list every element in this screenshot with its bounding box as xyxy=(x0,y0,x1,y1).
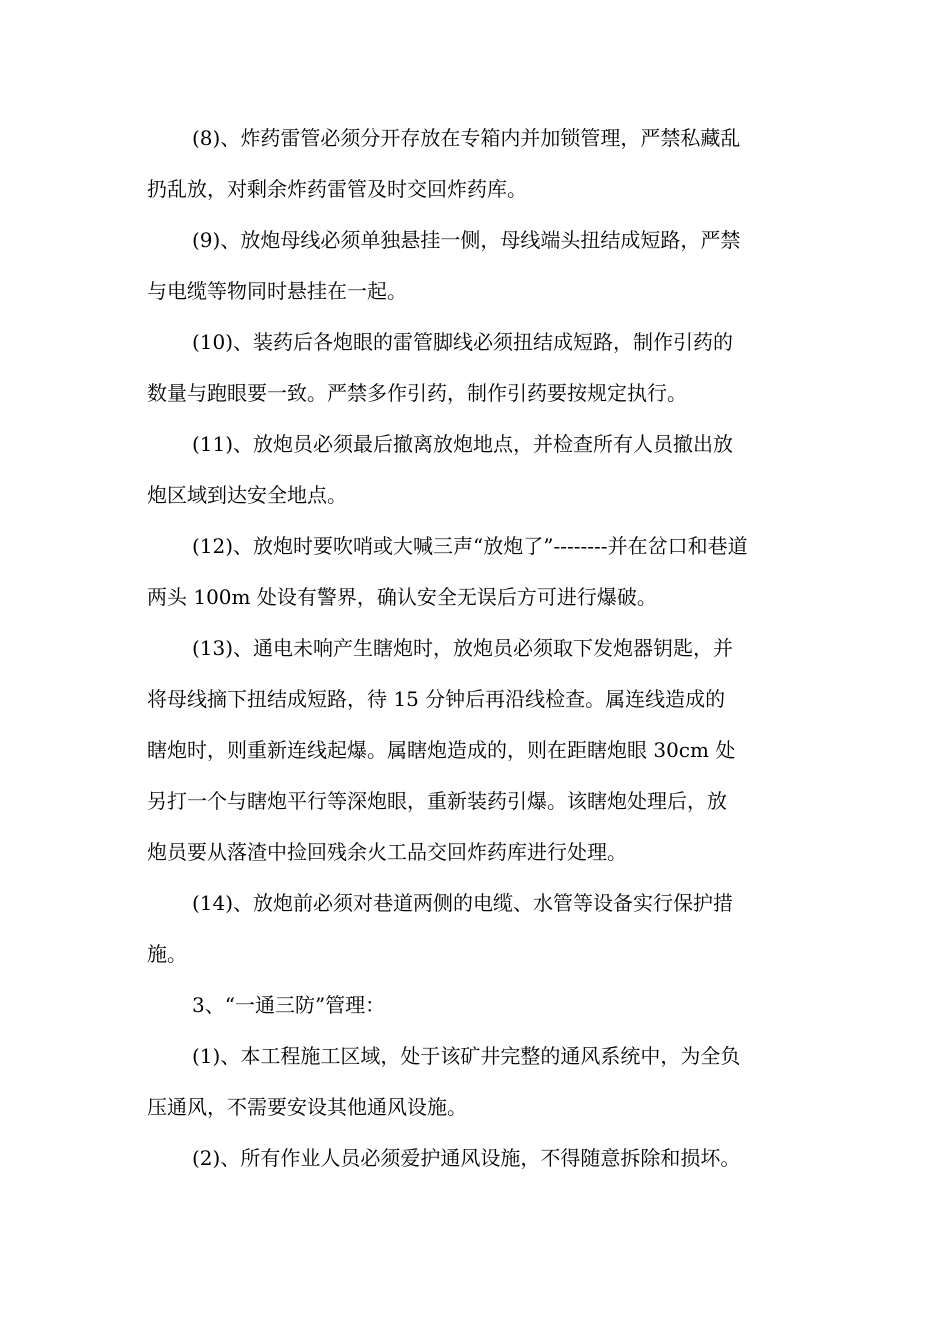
section-heading-3 xyxy=(147,980,802,1031)
paragraph-item-13 xyxy=(147,623,802,878)
text-line: (12)、放炮时要吹哨或大喊三声“放炮了”--------并在岔口和巷道 xyxy=(192,534,748,558)
text-line: (9)、放炮母线必须单独悬挂一侧，母线端头扭结成短路，严禁 xyxy=(192,228,741,252)
paragraph-item-12 xyxy=(147,521,802,623)
text-line: 炮员要从落渣中捡回残余火工品交回炸药库进行处理。 xyxy=(147,840,627,864)
text-line: (14)、放炮前必须对巷道两侧的电缆、水管等设备实行保护措 xyxy=(192,891,734,915)
paragraph-item-14 xyxy=(147,878,802,980)
text-line: 与电缆等物同时悬挂在一起。 xyxy=(147,279,407,303)
text-line: (13)、通电未响产生瞎炮时，放炮员必须取下发炮器钥匙，并 xyxy=(192,636,734,660)
section-3-item-1 xyxy=(147,1031,802,1133)
text-line: 扔乱放，对剩余炸药雷管及时交回炸药库。 xyxy=(147,177,527,201)
paragraph-item-9 xyxy=(147,215,802,317)
text-line: 两头 100m 处设有警界，确认安全无误后方可进行爆破。 xyxy=(147,585,657,609)
text-line: 将母线摘下扭结成短路，待 15 分钟后再沿线检查。属连线造成的 xyxy=(147,687,726,711)
paragraph-item-10 xyxy=(147,317,802,419)
text-line: (1)、本工程施工区域，处于该矿井完整的通风系统中，为全负 xyxy=(192,1044,741,1068)
paragraph-item-8 xyxy=(147,113,802,215)
document-body xyxy=(147,113,802,1184)
section-heading-text: 3、“一通三防”管理： xyxy=(192,993,386,1017)
text-line: 施。 xyxy=(147,942,187,966)
text-line: (2)、所有作业人员必须爱护通风设施，不得随意拆除和损坏。 xyxy=(192,1146,741,1170)
text-line: 数量与跑眼要一致。严禁多作引药，制作引药要按规定执行。 xyxy=(147,381,687,405)
text-line: (8)、炸药雷管必须分开存放在专箱内并加锁管理，严禁私藏乱 xyxy=(192,126,741,150)
text-line: 瞎炮时，则重新连线起爆。属瞎炮造成的，则在距瞎炮眼 30cm 处 xyxy=(147,738,736,762)
text-line: 压通风，不需要安设其他通风设施。 xyxy=(147,1095,467,1119)
text-line: (11)、放炮员必须最后撤离放炮地点，并检查所有人员撤出放 xyxy=(192,432,734,456)
text-line: 另打一个与瞎炮平行等深炮眼，重新装药引爆。该瞎炮处理后，放 xyxy=(147,789,727,813)
section-3-item-2 xyxy=(147,1133,802,1184)
text-line: (10)、装药后各炮眼的雷管脚线必须扭结成短路，制作引药的 xyxy=(192,330,734,354)
paragraph-item-11 xyxy=(147,419,802,521)
text-line: 炮区域到达安全地点。 xyxy=(147,483,347,507)
